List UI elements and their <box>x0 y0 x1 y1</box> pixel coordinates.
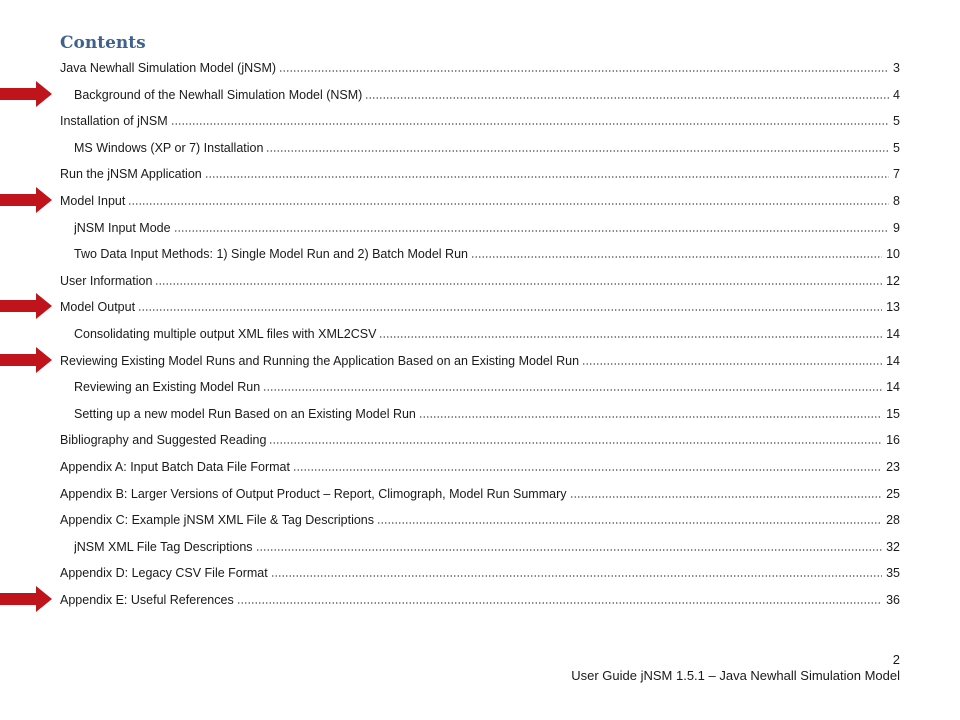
toc-entry-page: 3 <box>893 61 900 75</box>
toc-dot-leader <box>205 176 889 178</box>
toc-entry[interactable] <box>74 242 900 262</box>
toc-dot-leader <box>582 363 882 365</box>
toc-entry-page: 7 <box>893 167 900 182</box>
toc-entry-title: Consolidating multiple output XML files with XML2CSV <box>74 327 377 341</box>
toc-entry[interactable] <box>60 162 900 182</box>
toc-entry[interactable] <box>60 189 900 209</box>
toc-entry-page: 14 <box>886 353 900 368</box>
toc-entry[interactable] <box>74 322 900 342</box>
toc-entry[interactable] <box>60 56 900 76</box>
red-arrow-icon <box>0 586 52 612</box>
toc-entry[interactable] <box>74 535 900 555</box>
toc-entry-page: 5 <box>893 114 900 129</box>
toc-dot-leader <box>419 416 882 418</box>
toc-entry[interactable] <box>60 269 900 289</box>
toc-dot-leader <box>279 70 889 72</box>
toc-entry-page: 5 <box>893 140 900 155</box>
toc-entry[interactable] <box>74 216 900 236</box>
toc-entry-title: Appendix B: Larger Versions of Output Product – Report, Climograph, Model Run Summary <box>60 486 567 501</box>
toc-entry-title: Appendix D: Legacy CSV File Format <box>60 566 268 581</box>
toc-entry[interactable] <box>60 482 900 502</box>
toc-entry-title: Appendix E: Useful References <box>60 593 234 607</box>
toc-entry[interactable] <box>74 136 900 156</box>
toc-dot-leader <box>471 256 882 258</box>
toc-entry[interactable] <box>60 455 900 475</box>
toc-entry[interactable] <box>74 83 900 103</box>
toc-entry-page: 23 <box>886 460 900 474</box>
toc-entry-page: 8 <box>893 194 900 208</box>
toc-entry[interactable] <box>60 109 900 129</box>
toc-dot-leader <box>128 203 889 205</box>
toc-dot-leader <box>570 496 883 498</box>
toc-dot-leader <box>237 602 882 604</box>
toc-entry-page: 35 <box>886 566 900 581</box>
page-footer <box>571 652 900 684</box>
toc-entry-title: Model Input <box>60 194 126 208</box>
toc-entry-title: Appendix C: Example jNSM XML File & Tag Descriptions <box>60 513 375 528</box>
toc-entry-title: jNSM XML File Tag Descriptions <box>74 539 253 554</box>
red-arrow-icon <box>0 293 52 319</box>
toc-dot-leader <box>256 549 883 551</box>
toc-dot-leader <box>293 469 882 471</box>
toc-entry[interactable] <box>60 561 900 581</box>
toc-entry-page: 16 <box>886 433 900 448</box>
toc-entry-title: Two Data Input Methods: 1) Single Model Run and 2) Batch Model Run <box>74 247 468 262</box>
red-arrow-icon <box>0 81 52 107</box>
toc-dot-leader <box>266 150 889 152</box>
toc-entry-page: 15 <box>886 406 900 421</box>
red-arrow-icon <box>0 187 52 213</box>
toc-dot-leader <box>138 309 882 311</box>
toc-entry[interactable] <box>74 402 900 422</box>
toc-dot-leader <box>377 522 882 524</box>
toc-entry-title: MS Windows (XP or 7) Installation <box>74 140 264 155</box>
toc-entry-title: Installation of jNSM <box>60 114 168 129</box>
toc-entry-page: 13 <box>886 300 900 315</box>
page-number: 2 <box>892 652 900 667</box>
toc-entry[interactable] <box>60 588 900 608</box>
toc-entry-page: 14 <box>886 380 900 395</box>
toc-entry-page: 12 <box>886 273 900 288</box>
toc-entry[interactable] <box>60 349 900 369</box>
toc-entry-page: 32 <box>886 539 900 554</box>
toc-entry-page: 9 <box>893 220 900 235</box>
toc-dot-leader <box>379 336 882 338</box>
toc-dot-leader <box>271 575 882 577</box>
guide-title: User Guide jNSM 1.5.1 – Java Newhall Simulation Model <box>571 668 900 683</box>
toc-entry-title: jNSM Input Mode <box>74 220 171 235</box>
toc-entry-title: Model Output <box>60 300 136 315</box>
red-arrow-icon <box>0 347 52 373</box>
toc-heading: Contents <box>60 33 146 53</box>
toc-entry-page: 28 <box>886 513 900 528</box>
toc-entry-title: Background of the Newhall Simulation Model (NSM) <box>74 87 363 102</box>
toc-dot-leader <box>269 442 882 444</box>
toc-entry-title: Reviewing an Existing Model Run <box>74 380 261 395</box>
toc-entry[interactable] <box>74 375 900 395</box>
toc-dot-leader <box>174 230 889 232</box>
toc-entry-title: Setting up a new model Run Based on an Existing Model Run <box>74 406 416 421</box>
toc-entry[interactable] <box>60 428 900 448</box>
toc-dot-leader <box>263 389 882 391</box>
toc-dot-leader <box>155 283 882 285</box>
toc-entry-title: Appendix A: Input Batch Data File Format <box>60 460 290 474</box>
toc-entry-title: Reviewing Existing Model Runs and Running the Application Based on an Existing Model Run <box>60 353 580 368</box>
toc-entry-title: User Information <box>60 273 153 288</box>
toc-entry-title: Bibliography and Suggested Reading <box>60 433 267 448</box>
toc-entry-title: Run the jNSM Application <box>60 167 202 182</box>
toc-entry-page: 14 <box>886 327 900 341</box>
toc-entry-page: 25 <box>886 486 900 501</box>
toc-entry-page: 4 <box>893 87 900 102</box>
toc-entry-page: 36 <box>886 593 900 607</box>
toc-entry-page: 10 <box>886 247 900 262</box>
toc-entry[interactable] <box>60 295 900 315</box>
toc-dot-leader <box>365 97 889 99</box>
toc-entry-title: Java Newhall Simulation Model (jNSM) <box>60 61 277 75</box>
toc-dot-leader <box>171 123 889 125</box>
toc-entry[interactable] <box>60 508 900 528</box>
